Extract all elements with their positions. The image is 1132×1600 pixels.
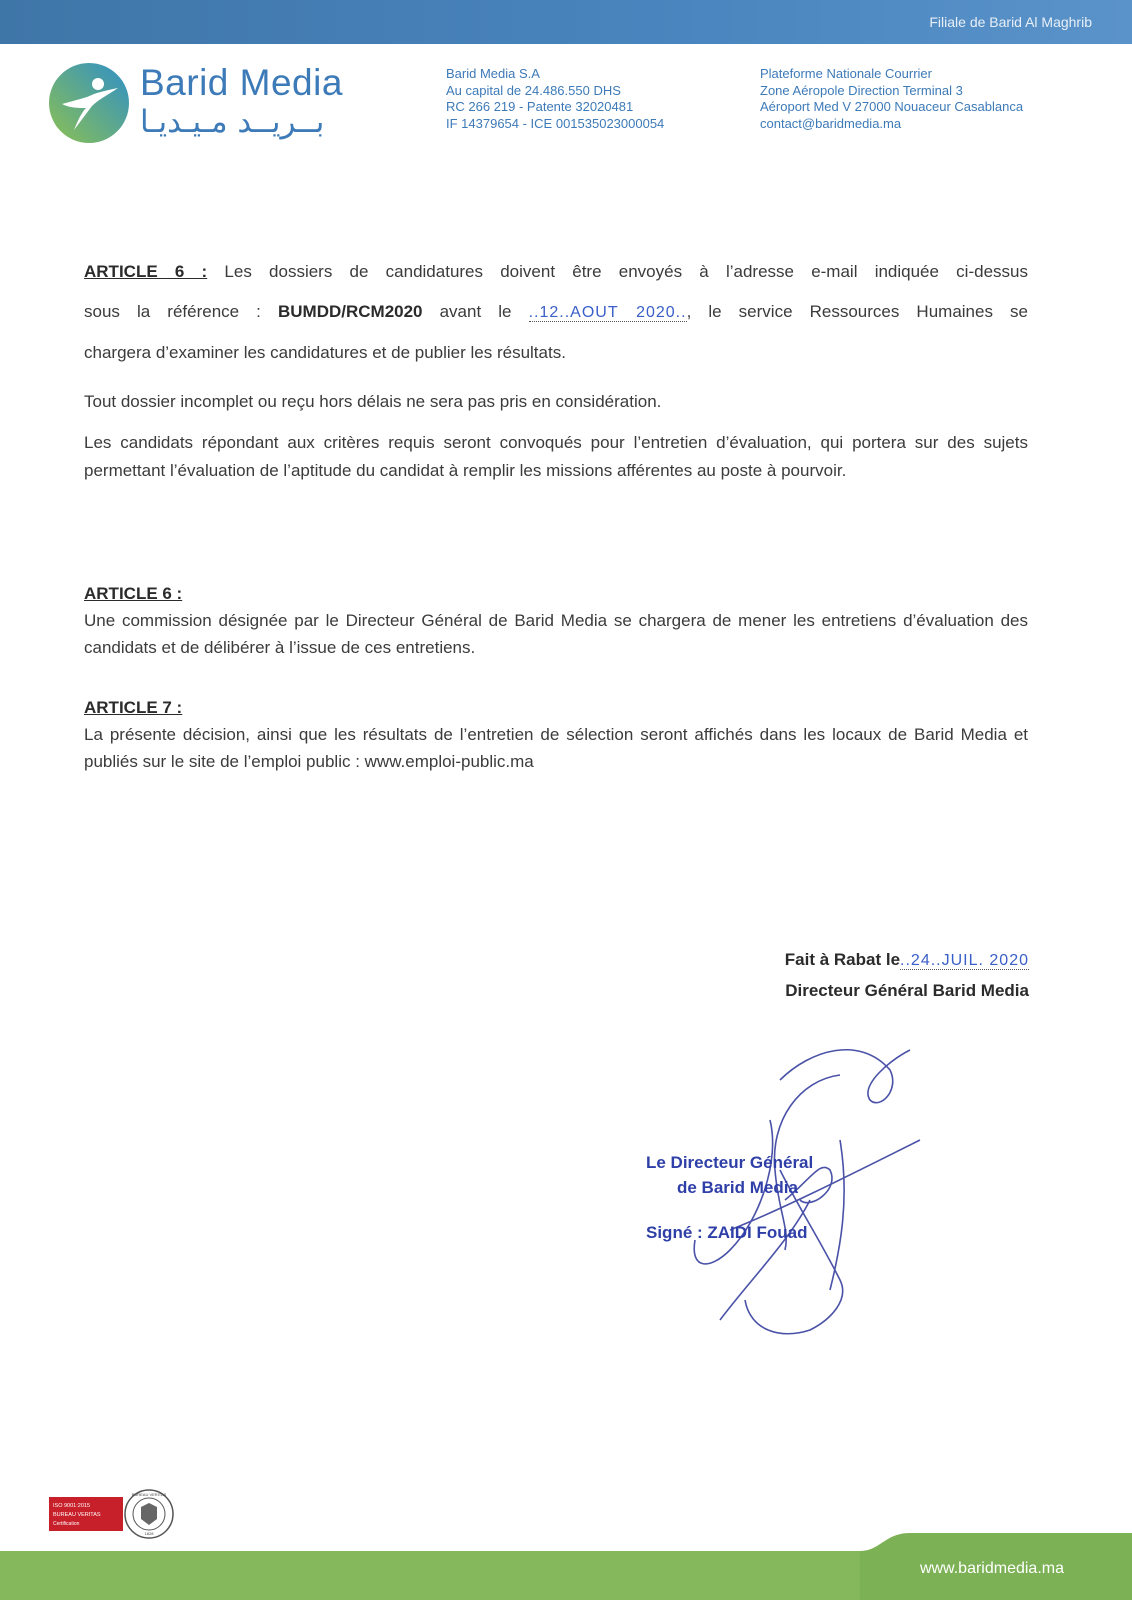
seal-year: 1828: [144, 1531, 154, 1536]
article-title: ARTICLE 7 :: [84, 698, 183, 717]
brand-name-arabic: بــريــد مـيـديـا: [140, 104, 325, 140]
company-line: Au capital de 24.486.550 DHS: [446, 82, 621, 98]
article-line: chargera d’examiner les candidatures et de publier les résultats.: [84, 343, 566, 362]
barid-media-logo-icon: [48, 62, 130, 144]
company-info: [446, 66, 664, 132]
cert-line: BUREAU VERITAS: [53, 1512, 101, 1518]
company-line: Barid Media S.A: [446, 66, 540, 81]
paragraph-candidates: Les candidats répondant aux critères requis seront convoqués pour l’entretien d’évaluation, qui portera sur des sujets permettant l’évaluation de l’aptitude du candidat à remplir les missions afférentes au poste à pourvoir.: [84, 433, 1028, 480]
article-7: [84, 694, 1028, 775]
seal-text: BUREAU VERITAS: [131, 1492, 167, 1497]
address-info: [760, 66, 1023, 132]
article-6-first: [84, 252, 1028, 373]
brand-name: Barid Media: [140, 62, 343, 103]
article-text: avant le: [422, 302, 529, 321]
signature-block: [785, 945, 1029, 1006]
official-stamp: [646, 1150, 813, 1245]
address-line: Aéroport Med V 27000 Nouaceur Casablanca: [760, 99, 1024, 114]
footer-website-link[interactable]: www.baridmedia.ma: [919, 1560, 1064, 1577]
signatory-role: Directeur Général Barid Media: [785, 981, 1029, 1000]
paragraph-incomplete: Tout dossier incomplet ou reçu hors délais ne sera pas pris en considération.: [84, 392, 662, 411]
address-line: Zone Aéropole Direction Terminal 3: [760, 82, 963, 98]
address-line: Plateforme Nationale Courrier: [760, 66, 932, 81]
article-text: Les dossiers de candidatures doivent être envoyés à l’adresse e-mail indiquée ci-dessus: [207, 262, 1028, 281]
place-label: Fait à Rabat le: [784, 950, 901, 969]
signature-place-date: [785, 945, 1029, 976]
company-line: IF 14379654 - ICE 001535023000054: [446, 115, 665, 131]
reference-code: BUMDD/RCM2020: [277, 302, 423, 321]
cert-line: Certification: [53, 1521, 80, 1527]
article-text: La présente décision, ainsi que les résultats de l’entretien de sélection seront affichés dans les locaux de Barid Media et publiés sur le site de l’emploi public : www.emploi-public.ma: [84, 725, 1028, 771]
article-title: ARTICLE 6 :: [84, 262, 208, 281]
stamp-line: Le Directeur Général: [646, 1153, 814, 1172]
article-text: Une commission désignée par le Directeur Général de Barid Media se chargera de mener les entretiens d’évaluation des candidats et de délibérer à l’issue de ces entretiens.: [84, 611, 1028, 657]
article-text: , le service Ressources Humaines se: [686, 302, 1028, 321]
deadline-date-stamp: ..12..AOUT 2020..: [528, 304, 687, 321]
subsidiary-label: Filiale de Barid Al Maghrib: [929, 14, 1092, 30]
company-line: RC 266 219 - Patente 32020481: [446, 99, 634, 114]
contact-email: contact@baridmedia.ma: [760, 115, 902, 131]
article-6-second: [84, 580, 1028, 661]
article-text: sous la référence :: [84, 302, 278, 321]
article-line: [84, 252, 1028, 292]
header-band: [0, 0, 1132, 44]
article-line: [84, 292, 1028, 333]
article-title: ARTICLE 6 :: [84, 584, 183, 603]
signed-date-stamp: ..24..JUIL. 2020: [900, 952, 1029, 969]
cert-line: ISO 9001:2015: [53, 1503, 91, 1509]
stamp-signatory: Signé : ZAIDI Fouad: [646, 1223, 808, 1242]
stamp-line: de Barid Media: [677, 1178, 798, 1197]
